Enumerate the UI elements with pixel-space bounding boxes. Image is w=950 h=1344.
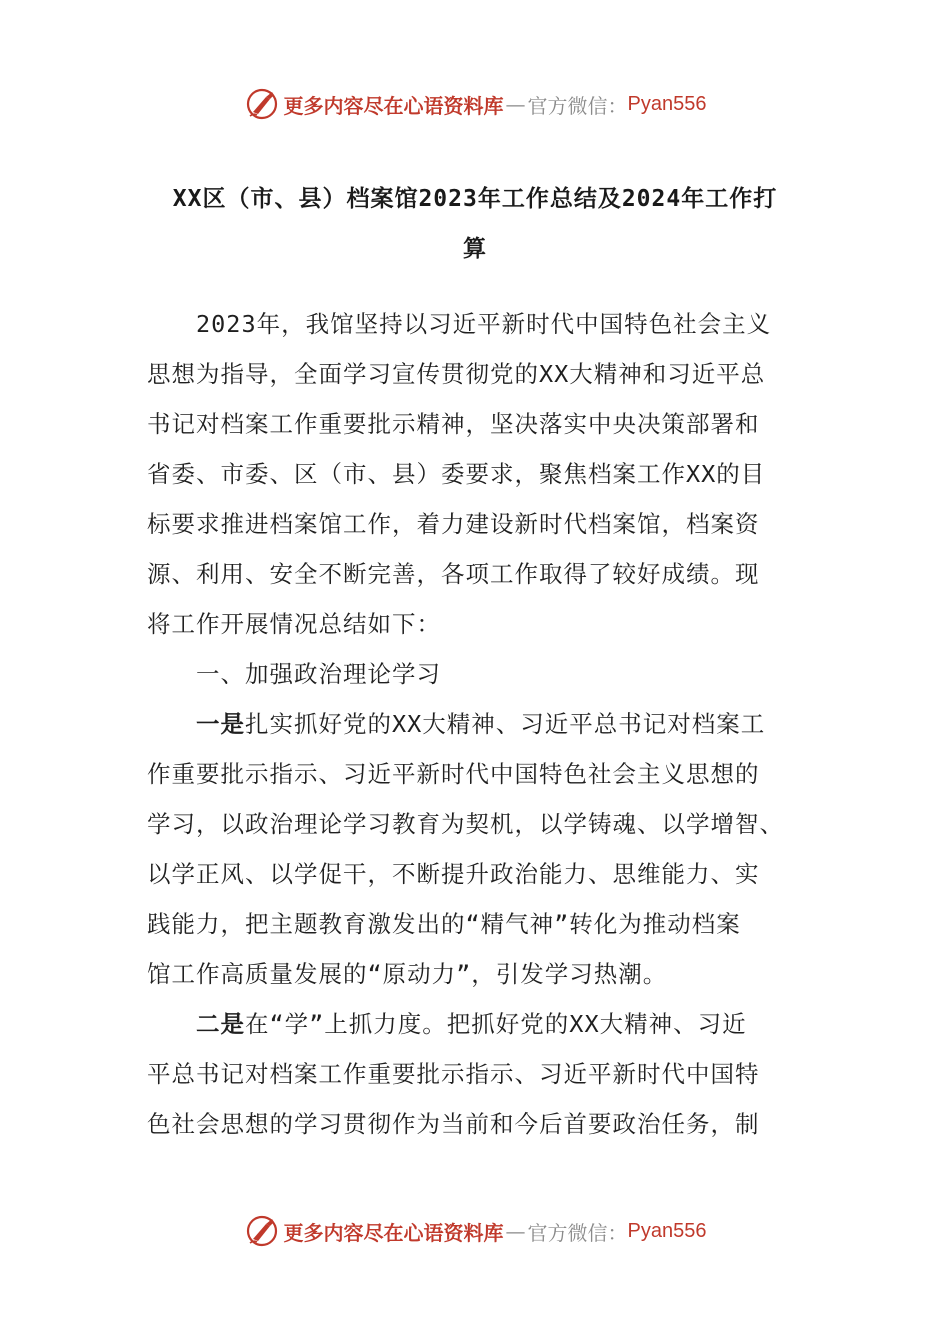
paragraph-3-line-3: 色社会思想的学习贯彻作为当前和今后首要政治任务，制 bbox=[147, 1110, 760, 1138]
paragraph-2-line-5: 践能力，把主题教育激发出的“精气神”转化为推动档案 bbox=[147, 910, 741, 938]
banner-contact-label: 官方微信： bbox=[527, 93, 628, 118]
paragraph-1-line-6: 源、利用、安全不断完善，各项工作取得了较好成绩。现 bbox=[147, 560, 760, 588]
paragraph-1-line-2: 思想为指导，全面学习宣传贯彻党的XX大精神和习近平总 bbox=[147, 360, 766, 388]
paragraph-1-line-5: 标要求推进档案馆工作，着力建设新时代档案馆，档案资 bbox=[147, 510, 760, 538]
paragraph-2-line-2: 作重要批示指示、习近平新时代中国特色社会主义思想的 bbox=[147, 760, 760, 788]
paragraph-2-line-6: 馆工作高质量发展的“原动力”，引发学习热潮。 bbox=[147, 960, 668, 988]
paragraph-2-line-1 bbox=[196, 705, 765, 739]
banner-wechat-id: Pyan556 bbox=[627, 92, 707, 115]
paragraph-3-lead: 二是 bbox=[196, 1010, 245, 1038]
paragraph-2-line-1-text: 扎实抓好党的XX大精神、习近平总书记对档案工 bbox=[245, 710, 766, 738]
banner-dash: — bbox=[505, 1219, 526, 1243]
section-1-heading: 一、加强政治理论学习 bbox=[196, 660, 441, 688]
paragraph-1-line-1: 2023年，我馆坚持以习近平新时代中国特色社会主义 bbox=[196, 310, 772, 338]
paragraph-3-line-1 bbox=[196, 1005, 747, 1039]
banner-wechat-id: Pyan556 bbox=[627, 1219, 707, 1242]
document-title-line-1: XX区（市、县）档案馆2023年工作总结及2024年工作打 bbox=[172, 186, 778, 212]
paragraph-1-line-4: 省委、市委、区（市、县）委要求，聚焦档案工作XX的目 bbox=[147, 460, 766, 488]
footer-banner bbox=[0, 1209, 950, 1253]
paragraph-3-line-2: 平总书记对档案工作重要批示指示、习近平新时代中国特 bbox=[147, 1060, 760, 1088]
banner-brand-text: 更多内容尽在心语资料库 bbox=[283, 1220, 504, 1245]
paragraph-2-lead: 一是 bbox=[196, 710, 245, 738]
banner-brand-text: 更多内容尽在心语资料库 bbox=[283, 93, 504, 118]
pen-nib-seal-icon bbox=[244, 1213, 280, 1249]
paragraph-3-line-1-text: 在“学”上抓力度。把抓好党的XX大精神、习近 bbox=[245, 1010, 747, 1038]
paragraph-1-line-3: 书记对档案工作重要批示精神，坚决落实中央决策部署和 bbox=[147, 410, 760, 438]
banner-dash: — bbox=[505, 92, 526, 116]
paragraph-2-line-4: 以学正风、以学促干，不断提升政治能力、思维能力、实 bbox=[147, 860, 760, 888]
paragraph-2-line-3: 学习，以政治理论学习教育为契机，以学铸魂、以学增智、 bbox=[147, 810, 784, 838]
header-banner bbox=[0, 82, 950, 126]
paragraph-1-line-7: 将工作开展情况总结如下： bbox=[147, 610, 441, 638]
pen-nib-seal-icon bbox=[244, 86, 280, 122]
banner-contact-label: 官方微信： bbox=[527, 1220, 628, 1245]
document-title-line-2: 算 bbox=[463, 236, 487, 262]
